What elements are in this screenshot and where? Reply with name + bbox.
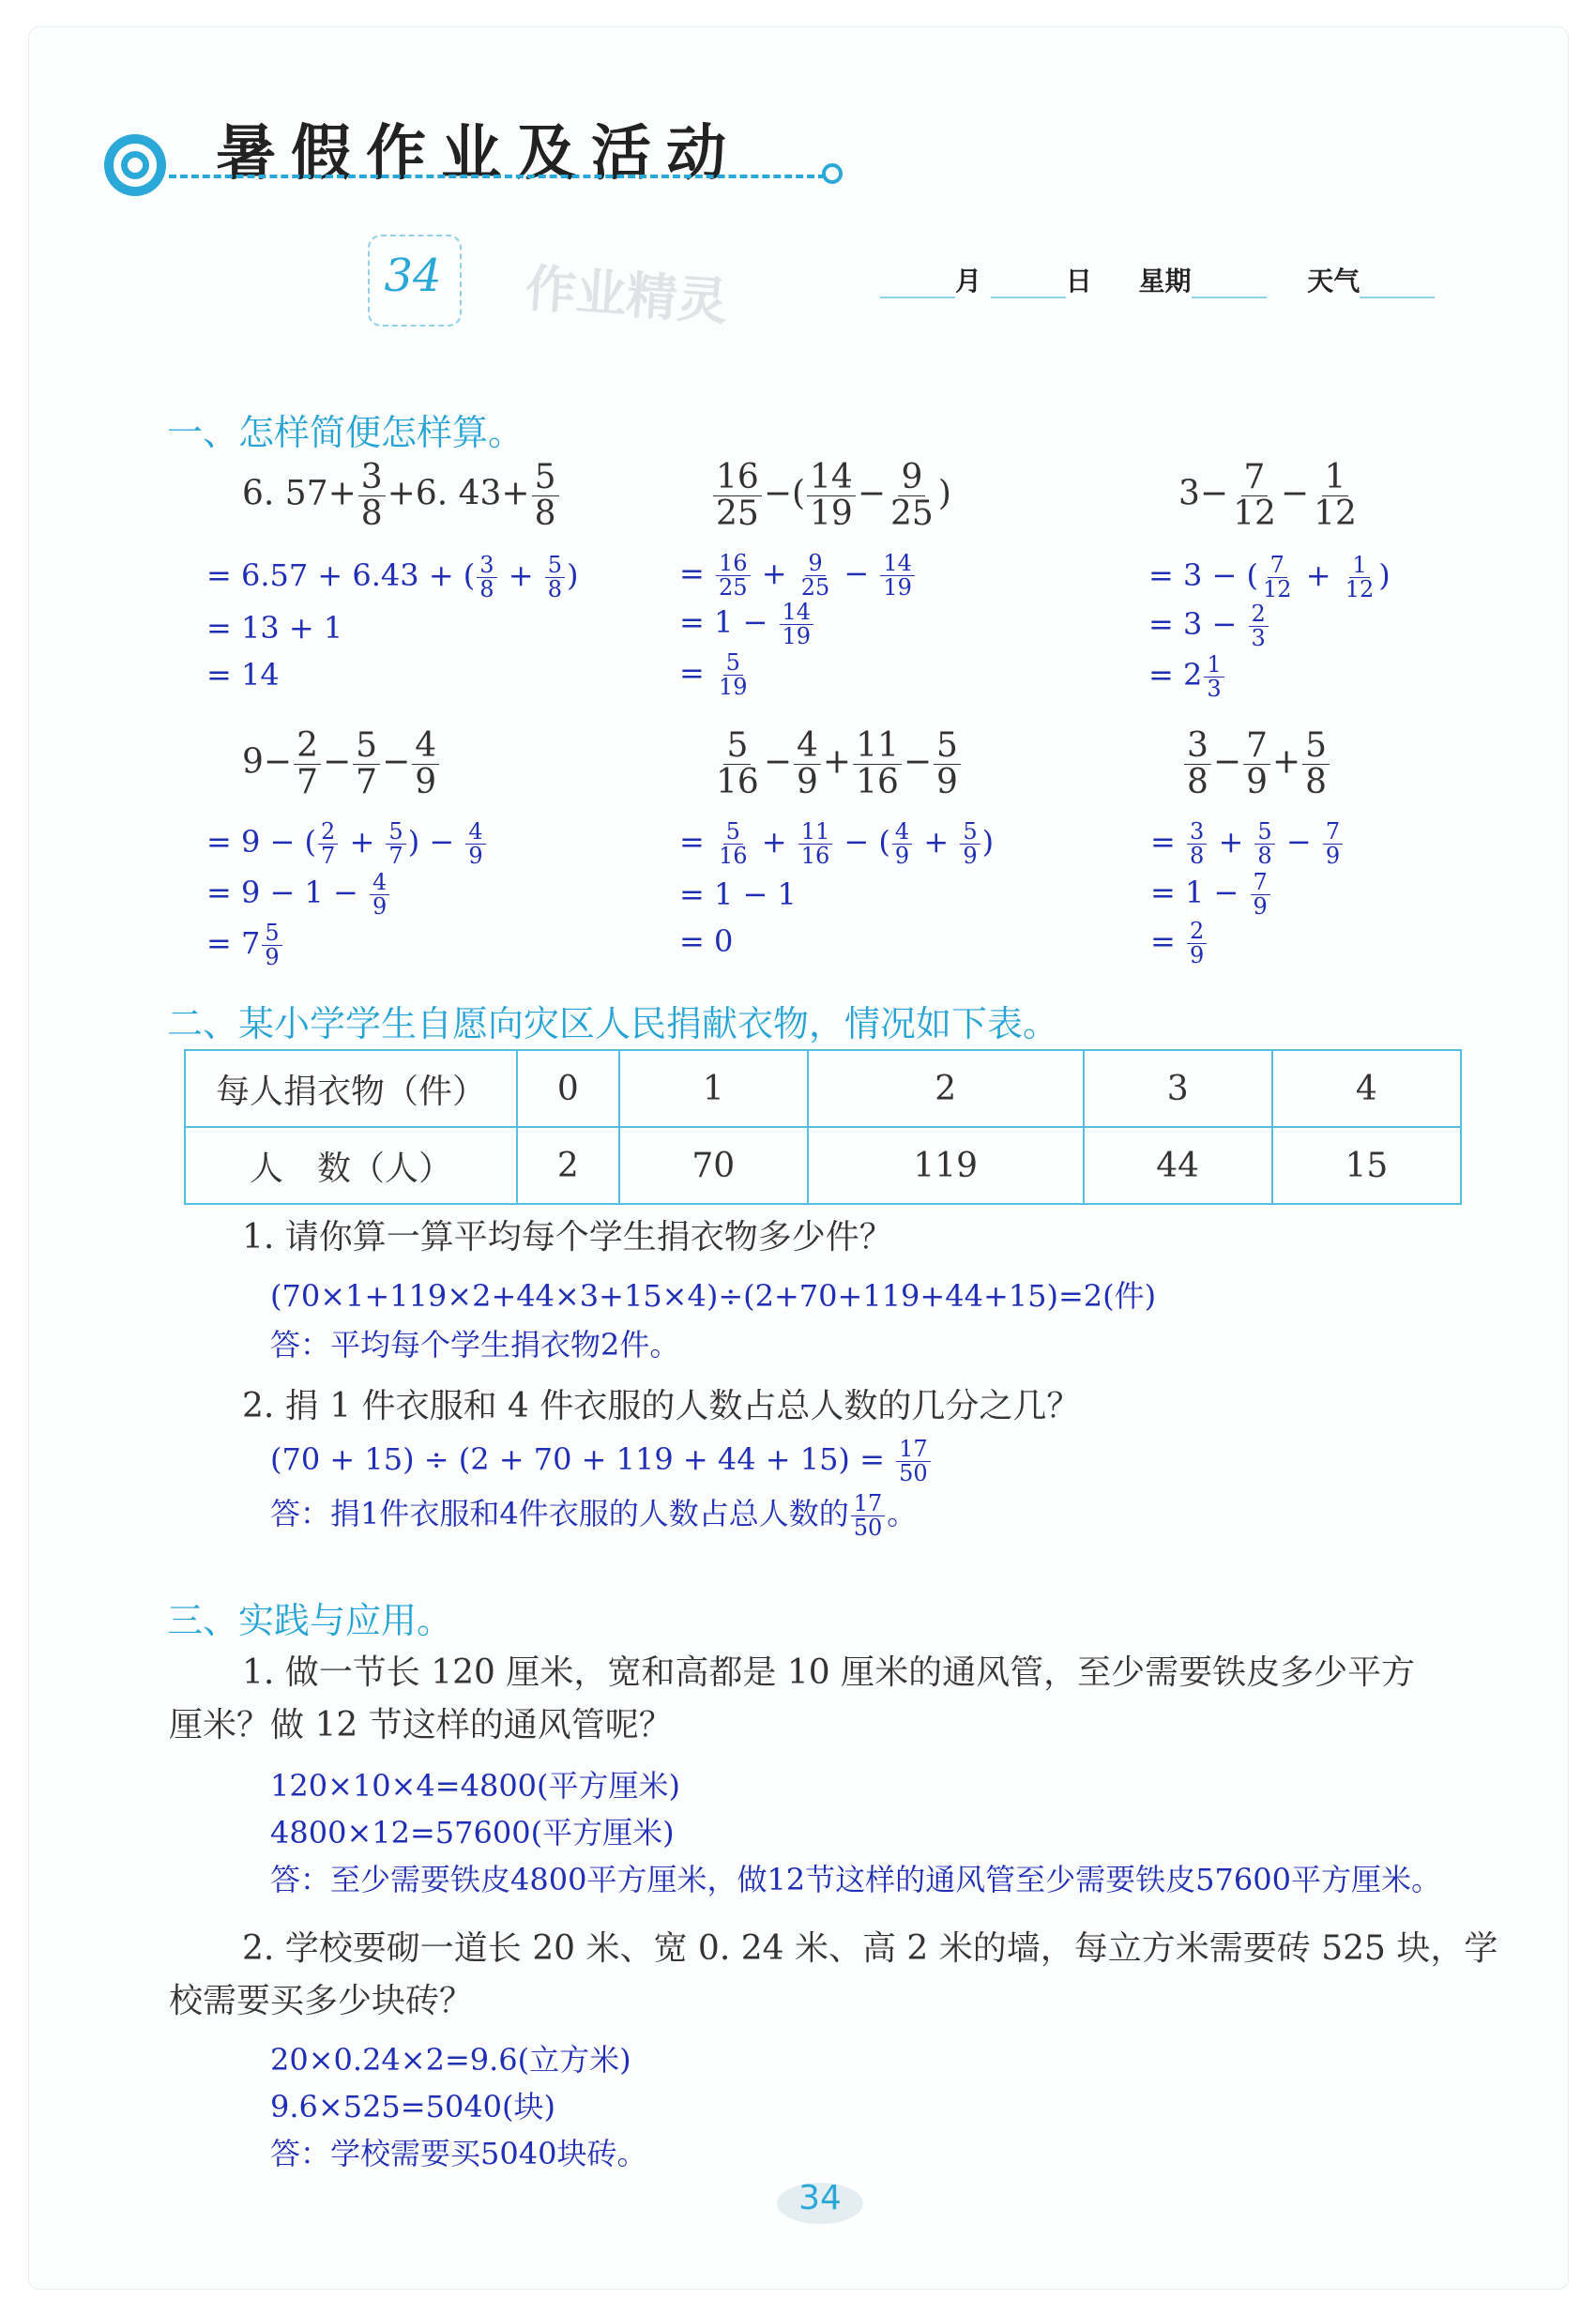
problem2-step2: = 1 − $\frac{14}{19}$	[679, 601, 815, 648]
problem3-step1: = 3 − ( $\frac{7}{12}$ + $\frac{1}{12}$ )	[1148, 552, 1391, 603]
section3-question2-work1: 20×0.24×2=9.6(立方米)	[270, 2042, 631, 2078]
problem5-question: $\frac{5}{16}$ − $\frac{4}{9}$ + $\frac{11}{16}$ − $\frac{5}{9}$	[711, 728, 963, 800]
problem6-question: $\frac{3}{8}$ − $\frac{7}{9}$ + $\frac{5}{8}$	[1182, 728, 1331, 800]
problem4-step3: = 7 $\frac{5}{9}$	[206, 921, 284, 969]
table-row	[185, 1127, 1461, 1204]
problem3-step2: = 3 − $\frac{2}{3}$	[1148, 602, 1270, 650]
day-label: 日	[1065, 266, 1092, 297]
header-dotted-line	[169, 175, 826, 178]
section3-question1-work2: 4800×12=57600(平方厘米)	[270, 1815, 675, 1850]
month-label: 月	[955, 266, 982, 297]
problem4-step2: = 9 − 1 − $\frac{4}{9}$	[206, 871, 391, 919]
section3-question1-work1: 120×10×4=4800(平方厘米)	[270, 1768, 681, 1804]
page-number: 34	[798, 2179, 842, 2217]
table-cell: 3	[1084, 1050, 1272, 1127]
section3-question2-line1: 2. 学校要砌一道长 20 米、宽 0. 24 米、高 2 米的墙，每立方米需要砖 525 块，学	[242, 1929, 1498, 1968]
section2-title: 二、某小学学生自愿向灾区人民捐献衣物，情况如下表。	[167, 1003, 1059, 1044]
section2-question2: 2. 捐 1 件衣服和 4 件衣服的人数占总人数的几分之几？	[242, 1387, 1081, 1425]
section3-question2-work2: 9.6×525=5040(块)	[270, 2089, 556, 2125]
table-cell: 70	[619, 1127, 808, 1204]
table-row	[185, 1050, 1461, 1127]
weekday-blank[interactable]	[1192, 265, 1267, 298]
book-title: 暑假作业及活动	[216, 119, 741, 189]
section2-question2-answer: 答：捐1件衣服和4件衣服的人数占总人数的 $\frac{17}{50}$ 。	[270, 1489, 918, 1541]
problem1-question: 6. 57+ $\frac{3}{8}$ +6. 43+ $\frac{5}{8}$	[242, 460, 561, 532]
weather-label: 天气	[1307, 266, 1360, 297]
table-cell: 0	[517, 1050, 619, 1127]
table-cell: 119	[808, 1127, 1084, 1204]
problem3-step3: = 2 $\frac{1}{3}$	[1148, 653, 1226, 701]
section3-question2-answer: 答：学校需要买5040块砖。	[270, 2136, 647, 2171]
problem6-step3: = $\frac{2}{9}$	[1150, 920, 1208, 967]
section3-question1-line1: 1. 做一节长 120 厘米，宽和高都是 10 厘米的通风管，至少需要铁皮多少平方	[242, 1653, 1416, 1692]
problem2-step3: = $\frac{5}{19}$	[679, 649, 748, 701]
table-row-header: 每人捐衣物（件）	[185, 1050, 517, 1127]
weather-blank[interactable]	[1360, 265, 1435, 298]
problem5-step3: = 0	[679, 923, 734, 959]
day-blank[interactable]	[991, 265, 1066, 298]
problem5-step1: = $\frac{5}{16}$ + $\frac{11}{16}$ − ( $\frac{4}{9}$ + $\frac{5}{9}$ )	[679, 818, 995, 870]
section2-question1-answer: 答：平均每个学生捐衣物2件。	[270, 1327, 680, 1363]
problem1-step1: = 6.57 + 6.43 + ( $\frac{3}{8}$ + $\frac{5}{8}$ )	[206, 552, 579, 603]
weekday-label: 星期	[1138, 266, 1192, 297]
table-cell: 1	[619, 1050, 808, 1127]
problem1-step3: = 14	[206, 657, 280, 693]
header-line-end-icon	[822, 163, 843, 184]
table-cell: 2	[808, 1050, 1084, 1127]
section3-question1-line2: 厘米？做 12 节这样的通风管呢？	[169, 1706, 673, 1744]
table-cell: 4	[1272, 1050, 1461, 1127]
section3-question1-answer: 答：至少需要铁皮4800平方厘米，做12节这样的通风管至少需要铁皮57600平方厘米。	[270, 1862, 1441, 1897]
month-blank[interactable]	[880, 265, 955, 298]
problem5-step2: = 1 − 1	[679, 876, 797, 912]
date-fields	[880, 261, 1435, 298]
table-row-header: 人 数（人）	[185, 1127, 517, 1204]
section2-question1: 1. 请你算一算平均每个学生捐衣物多少件？	[242, 1218, 893, 1256]
table-cell: 2	[517, 1127, 619, 1204]
section3-title: 三、实践与应用。	[167, 1600, 453, 1641]
problem4-step1: = 9 − ( $\frac{2}{7}$ + $\frac{5}{7}$ ) − $\frac{4}{9}$	[206, 820, 488, 868]
section2-question1-work: (70×1+119×2+44×3+15×4)÷(2+70+119+44+15)=2(件)	[270, 1278, 1157, 1314]
watermark: 作业精灵	[523, 258, 730, 332]
day-number: 34	[384, 250, 442, 302]
table-cell: 15	[1272, 1127, 1461, 1204]
problem3-question: 3− $\frac{7}{12}$ − $\frac{1}{12}$	[1178, 458, 1357, 533]
table-cell: 44	[1084, 1127, 1272, 1204]
problem1-step2: = 13 + 1	[206, 610, 343, 646]
section2-question2-work: (70 + 15) ÷ (2 + 70 + 119 + 44 + 15) = $\frac{17}{50}$	[270, 1438, 933, 1485]
problem2-step1: = $\frac{16}{25}$ + $\frac{9}{25}$ − $\frac{14}{19}$	[679, 552, 917, 600]
problem6-step1: = $\frac{3}{8}$ + $\frac{5}{8}$ − $\frac{7}{9}$	[1150, 820, 1345, 868]
donation-table	[184, 1049, 1462, 1205]
problem4-question: 9− $\frac{2}{7}$ − $\frac{5}{7}$ − $\frac{4}{9}$	[242, 728, 441, 800]
problem6-step2: = 1 − $\frac{7}{9}$	[1150, 871, 1272, 919]
section3-question2-line2: 校需要买多少块砖？	[169, 1982, 474, 2020]
header-logo-icon	[101, 131, 169, 199]
section1-title: 一、怎样简便怎样算。	[167, 412, 524, 453]
problem2-question: $\frac{16}{25}$ −( $\frac{14}{19}$ − $\frac{9}{25}$ )	[711, 460, 951, 532]
